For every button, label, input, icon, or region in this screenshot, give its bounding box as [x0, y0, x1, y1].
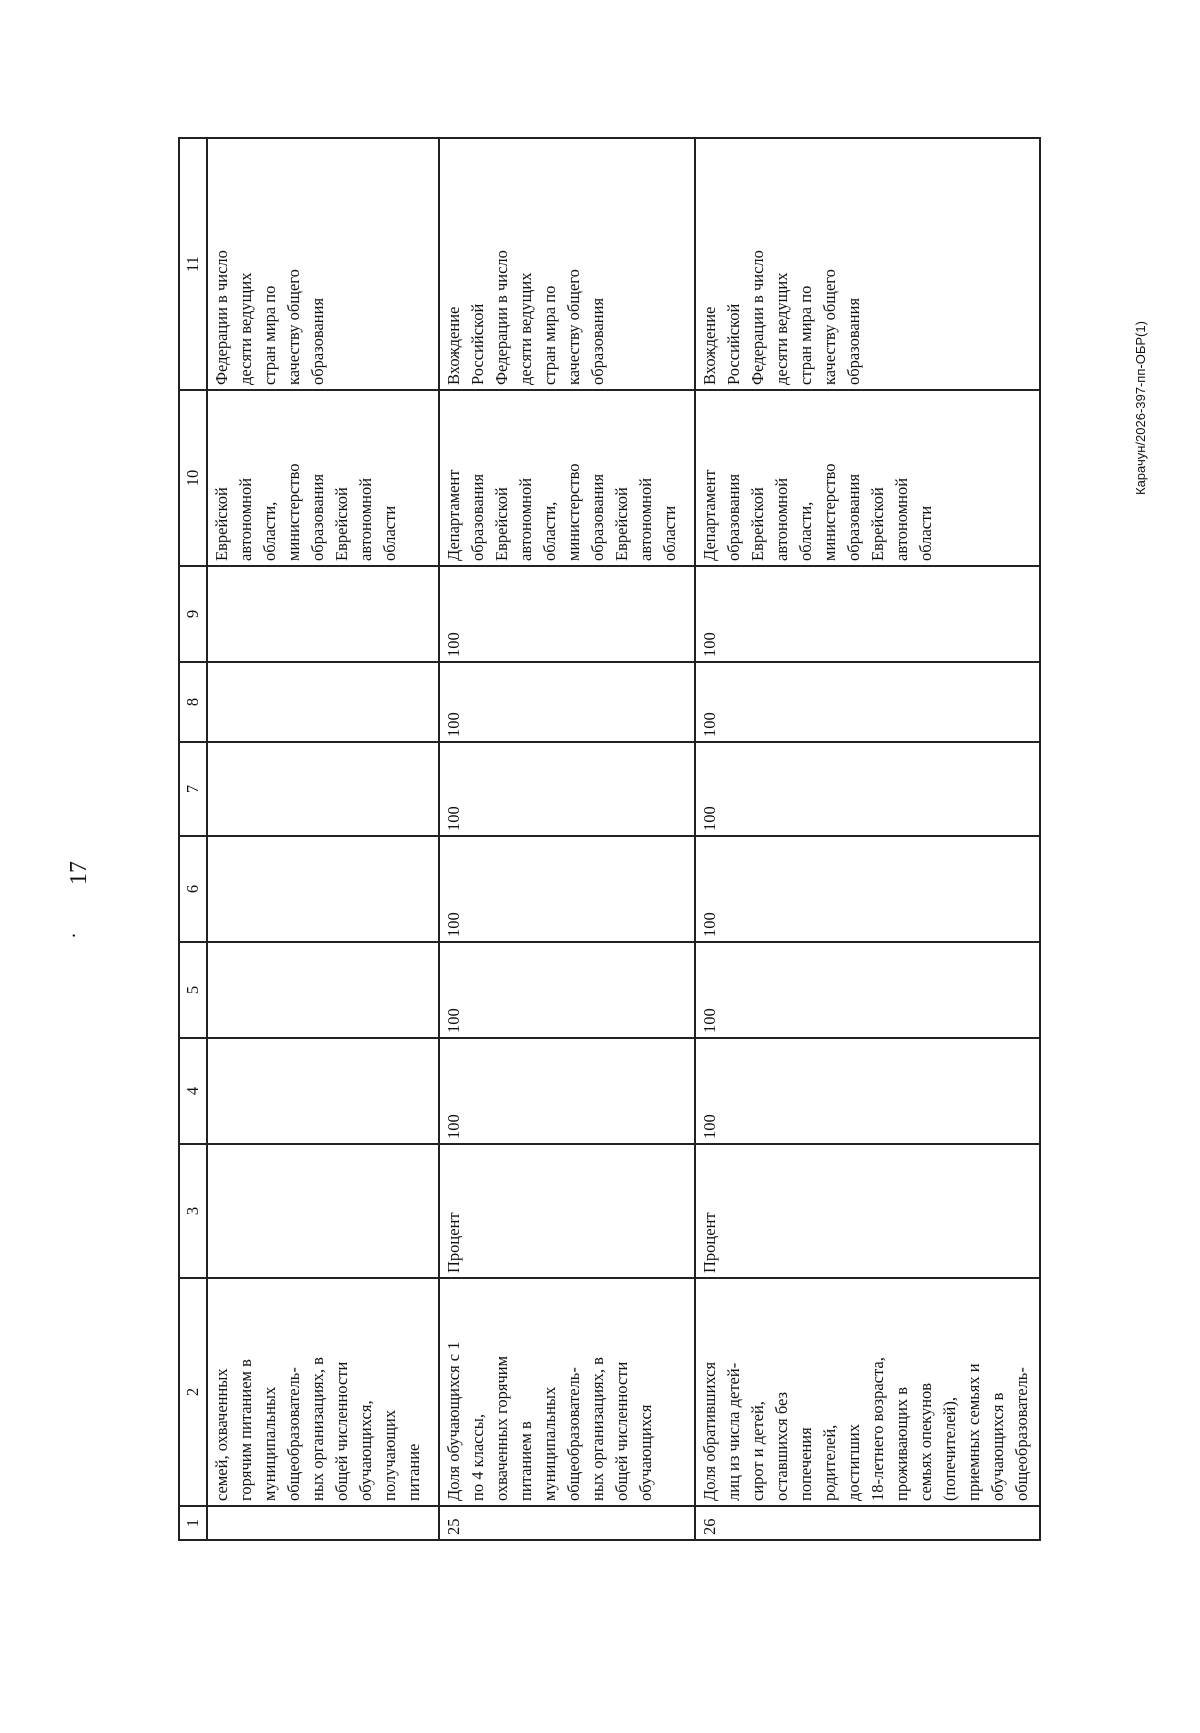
goal-cell: Вхождение Российской Федерации в число десяти ведущих стран мира по качеству общего образования	[695, 138, 1040, 390]
value-cell	[207, 1038, 439, 1144]
stray-mark: .	[58, 933, 80, 938]
value-cell: 100	[695, 836, 1040, 942]
footer-code: Карачун/2026-397-пп-ОБР(1)	[1133, 321, 1148, 495]
data-table	[178, 137, 1041, 1541]
col-header-3: 3	[179, 1144, 207, 1278]
value-cell: 100	[439, 836, 695, 942]
indicator-name: семей, охваченных горячим питанием в муниципальных общеобразователь- ных организациях, в общей численности обучающихся, получающих питание	[207, 1278, 439, 1506]
responsible-cell: Департамент образования Еврейской автономной области, министерство образования Еврейской автономной области	[439, 390, 695, 566]
value-cell	[207, 942, 439, 1038]
value-cell: 100	[439, 942, 695, 1038]
value-cell: 100	[439, 742, 695, 836]
col-header-10: 10	[179, 390, 207, 566]
col-header-7: 7	[179, 742, 207, 836]
value-cell: 100	[695, 566, 1040, 662]
col-header-1: 1	[179, 1506, 207, 1540]
responsible-cell: Департамент образования Еврейской автономной области, министерство образования Еврейской автономной области	[695, 390, 1040, 566]
value-cell: 100	[439, 566, 695, 662]
goal-cell: Вхождение Российской Федерации в число десяти ведущих стран мира по качеству общего образования	[439, 138, 695, 390]
responsible-cell: Еврейской автономной области, министерство образования Еврейской автономной области	[207, 390, 439, 566]
unit-cell: Процент	[695, 1144, 1040, 1278]
col-header-9: 9	[179, 566, 207, 662]
value-cell	[207, 662, 439, 742]
row-number: 26	[695, 1506, 1040, 1540]
col-header-5: 5	[179, 942, 207, 1038]
indicator-name: Доля обучающихся с 1 по 4 классы, охваченных горячим питанием в муниципальных общеобразователь- ных организациях, в общей численности обучающихся	[439, 1278, 695, 1506]
value-cell: 100	[695, 1038, 1040, 1144]
value-cell	[207, 742, 439, 836]
table-row	[207, 138, 439, 1540]
value-cell: 100	[695, 942, 1040, 1038]
indicator-name: Доля обратившихся лиц из числа детей- сирот и детей, оставшихся без попечения родителей, достигших 18-летнего возраста, проживающих в семьях опекунов (попечителей), приемных семьях и обучающихся в общеобразователь-	[695, 1278, 1040, 1506]
col-header-6: 6	[179, 836, 207, 942]
table-row	[695, 138, 1040, 1540]
row-number	[207, 1506, 439, 1540]
value-cell: 100	[695, 662, 1040, 742]
col-header-4: 4	[179, 1038, 207, 1144]
table-row	[439, 138, 695, 1540]
value-cell: 100	[439, 662, 695, 742]
page-number: 17	[66, 861, 92, 885]
header-row	[179, 138, 207, 1540]
unit-cell: Процент	[439, 1144, 695, 1278]
unit-cell	[207, 1144, 439, 1278]
value-cell	[207, 836, 439, 942]
row-number: 25	[439, 1506, 695, 1540]
value-cell: 100	[439, 1038, 695, 1144]
value-cell	[207, 566, 439, 662]
value-cell: 100	[695, 742, 1040, 836]
col-header-8: 8	[179, 662, 207, 742]
goal-cell: Федерации в число десяти ведущих стран мира по качеству общего образования	[207, 138, 439, 390]
col-header-11: 11	[179, 138, 207, 390]
col-header-2: 2	[179, 1278, 207, 1506]
